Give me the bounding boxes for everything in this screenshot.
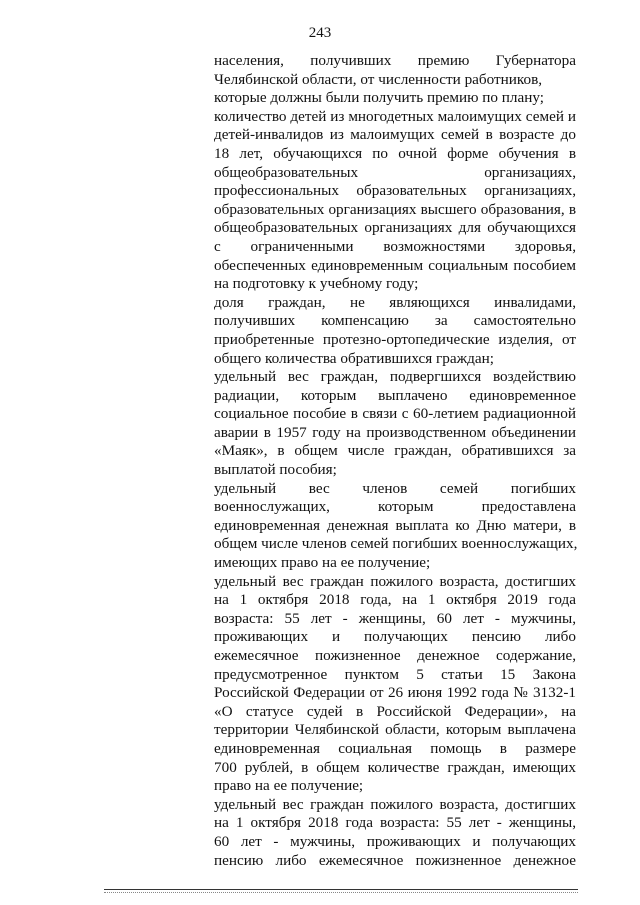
text-line: 700 рублей, в общем количестве граждан, имеющих — [214, 758, 576, 776]
text-line: удельный вес граждан, подвергшихся воздействию — [214, 368, 576, 386]
text-line: образовательных организациях высшего образования, в — [214, 200, 576, 218]
text-line: социальное пособие в связи с 60-летием радиационной — [214, 405, 576, 423]
text-line: удельный вес членов семей погибших — [214, 479, 576, 497]
text-line: получивших компенсацию за самостоятельно — [214, 312, 576, 330]
page-number: 243 — [308, 25, 332, 41]
text-line: доля граждан, не являющихся инвалидами, — [214, 293, 576, 311]
text-line: имеющих право на ее получение; — [214, 554, 431, 572]
text-line: на 1 октября 2018 года, на 1 октября 2019 года — [214, 591, 576, 609]
text-line: предусмотренное пунктом 5 статьи 15 Закона — [214, 665, 576, 683]
text-line: аварии в 1957 году на производственном объединении — [214, 423, 576, 441]
text-line: на подготовку к учебному году; — [214, 275, 419, 293]
text-line: выплатой пособия; — [214, 461, 337, 479]
text-line: детей-инвалидов из малоимущих семей в возрасте до — [214, 126, 576, 144]
text-line: которые должны были получить премию по плану; — [214, 89, 544, 107]
text-line: общеобразовательных организациях для обучающихся — [214, 219, 576, 237]
text-line: военнослужащих, которым предоставлена — [214, 498, 576, 516]
text-line: проживающих и получающих пенсию либо — [214, 628, 576, 646]
text-line: радиации, которым выплачено единовременное — [214, 386, 576, 404]
text-line: возраста: 55 лет - женщины, 60 лет - мужчины, — [214, 609, 576, 627]
text-line: профессиональных образовательных организациях, — [214, 182, 576, 200]
text-line: 18 лет, обучающихся по очной форме обучения в — [214, 144, 576, 162]
text-line: с ограниченными возможностями здоровья, — [214, 237, 576, 255]
text-line: населения, получивших премию Губернатора — [214, 52, 576, 69]
text-line: количество детей из многодетных малоимущих семей и — [214, 107, 576, 125]
text-line: Челябинской области, от численности работников, — [214, 70, 543, 88]
text-line: «О статусе судей в Российской Федерации», на — [214, 702, 576, 720]
footer-divider — [104, 889, 578, 890]
text-line: обеспеченных единовременным социальным пособием — [214, 256, 576, 274]
text-line: право на ее получение; — [214, 777, 364, 795]
text-line: 60 лет - мужчины, проживающих и получающих — [214, 832, 576, 850]
text-line: территории Челябинской области, которым выплачена — [214, 721, 576, 739]
text-line: «Маяк», в общем числе граждан, обратившихся за — [214, 442, 576, 460]
text-line: единовременная денежная выплата ко Дню матери, в — [214, 516, 576, 534]
text-line: пенсию либо ежемесячное пожизненное денежное — [214, 851, 576, 869]
footer-divider-secondary — [104, 892, 578, 893]
text-line: ежемесячное пожизненное денежное содержание, — [214, 647, 576, 664]
text-line: удельный вес граждан пожилого возраста, достигших — [214, 795, 576, 813]
text-line: общего количества обратившихся граждан; — [214, 349, 494, 367]
document-body-text — [214, 52, 576, 870]
text-line: на 1 октября 2018 года возраста: 55 лет - женщины, — [214, 814, 576, 832]
text-line: Российской Федерации от 26 июня 1992 года № 3132-1 — [214, 684, 576, 702]
text-line: единовременная социальная помощь в размере — [214, 739, 576, 757]
text-line: приобретенные протезно-ортопедические изделия, от — [214, 330, 576, 348]
text-line: общеобразовательных организациях, — [214, 163, 576, 181]
text-line: удельный вес граждан пожилого возраста, достигших — [214, 572, 576, 590]
text-line: общем числе членов семей погибших военнослужащих, — [214, 535, 578, 553]
